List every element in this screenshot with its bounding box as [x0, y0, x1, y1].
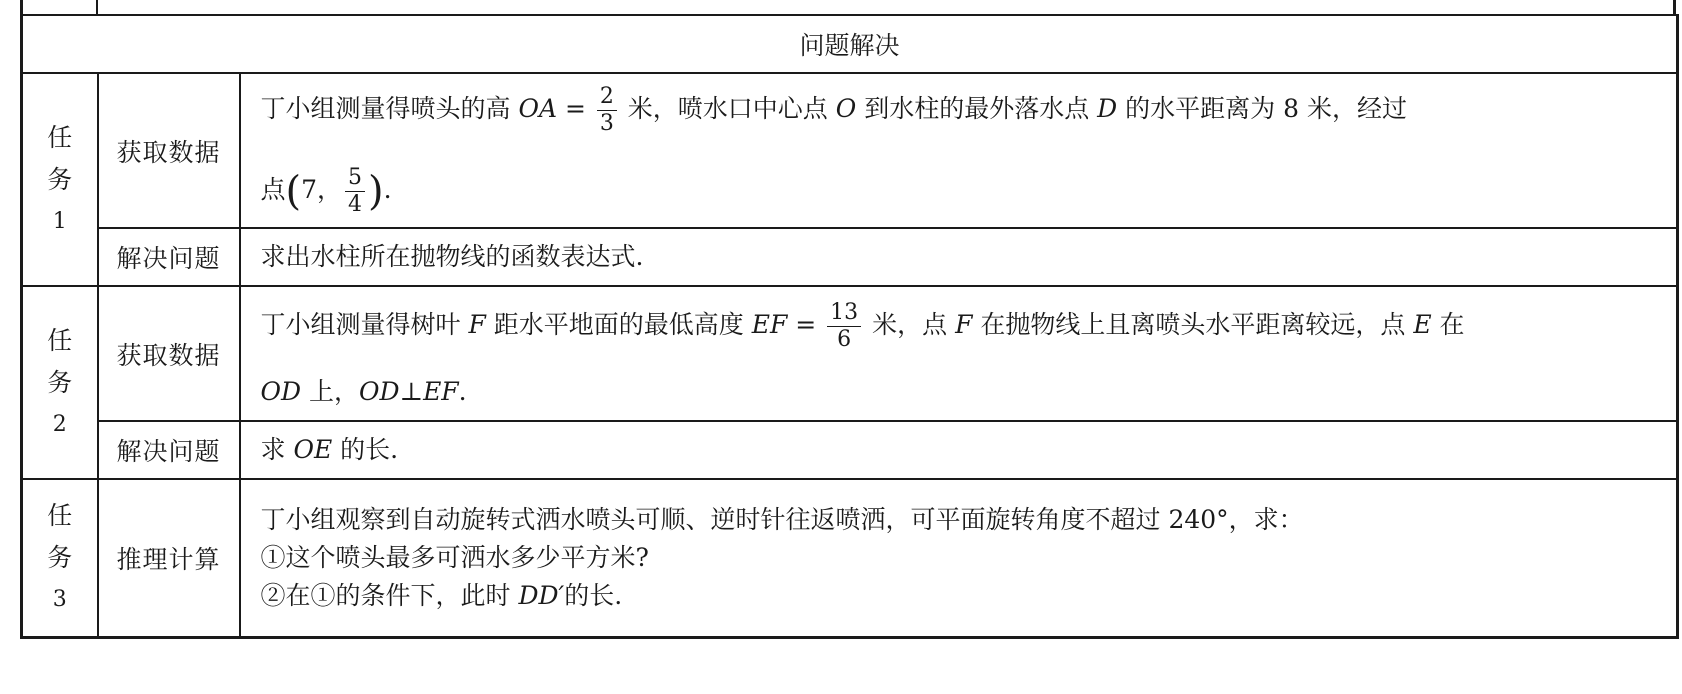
row-label: 解决问题: [98, 228, 240, 286]
fraction: $\frac{5}{4}$: [345, 165, 365, 218]
task-1-question: 求出水柱所在抛物线的函数表达式.: [240, 228, 1678, 286]
task-3-content: [240, 479, 1678, 637]
task-2-question: 求 OE 的长.: [240, 421, 1678, 479]
task-char: 务: [47, 164, 73, 194]
task-char: 任: [47, 500, 73, 530]
task-char: 任: [47, 122, 73, 152]
task-1-data-content: 丁小组测量得喷头的高 OA = $\frac{2}{3}$ 米，喷水口中心点 O 到水柱的最外落水点 D 的水平距离为 8 米，经过 点(7， $\frac{5}{4}$ ).: [240, 73, 1678, 228]
task-3-line-2: ①这个喷头最多可洒水多少平方米?: [260, 542, 649, 572]
fraction: $\frac{2}{3}$: [597, 84, 617, 137]
problem-table: [20, 14, 1679, 639]
row-label: 获取数据: [98, 286, 240, 421]
task-number: 1: [52, 208, 67, 234]
task-3-line-1: 丁小组观察到自动旋转式洒水喷头可顺、逆时针往返喷洒，可平面旋转角度不超过 240°，求：: [260, 504, 1304, 534]
task-char: 务: [47, 367, 73, 397]
row-label: 推理计算: [98, 479, 240, 637]
task-char: 任: [47, 325, 73, 355]
task-3-cell: [22, 479, 98, 637]
task-2-cell: [22, 286, 98, 479]
top-strip: [0, 0, 1682, 14]
row-label: 解决问题: [98, 421, 240, 479]
task-number: 2: [52, 411, 67, 437]
task-char: 务: [47, 542, 73, 572]
fraction: $\frac{13}{6}$: [827, 300, 861, 353]
task-number: 3: [52, 586, 67, 612]
table-header: 问题解决: [22, 15, 1678, 73]
task-1-cell: [22, 73, 98, 286]
row-label: 获取数据: [98, 73, 240, 228]
task-3-line-3: ②在①的条件下，此时 DD′的长.: [260, 580, 623, 610]
task-2-data-content: 丁小组测量得树叶 F 距水平地面的最低高度 EF = $\frac{13}{6}$ 米，点 F 在抛物线上且离喷头水平距离较远，点 E 在 OD 上，OD⊥EF.: [240, 286, 1678, 421]
